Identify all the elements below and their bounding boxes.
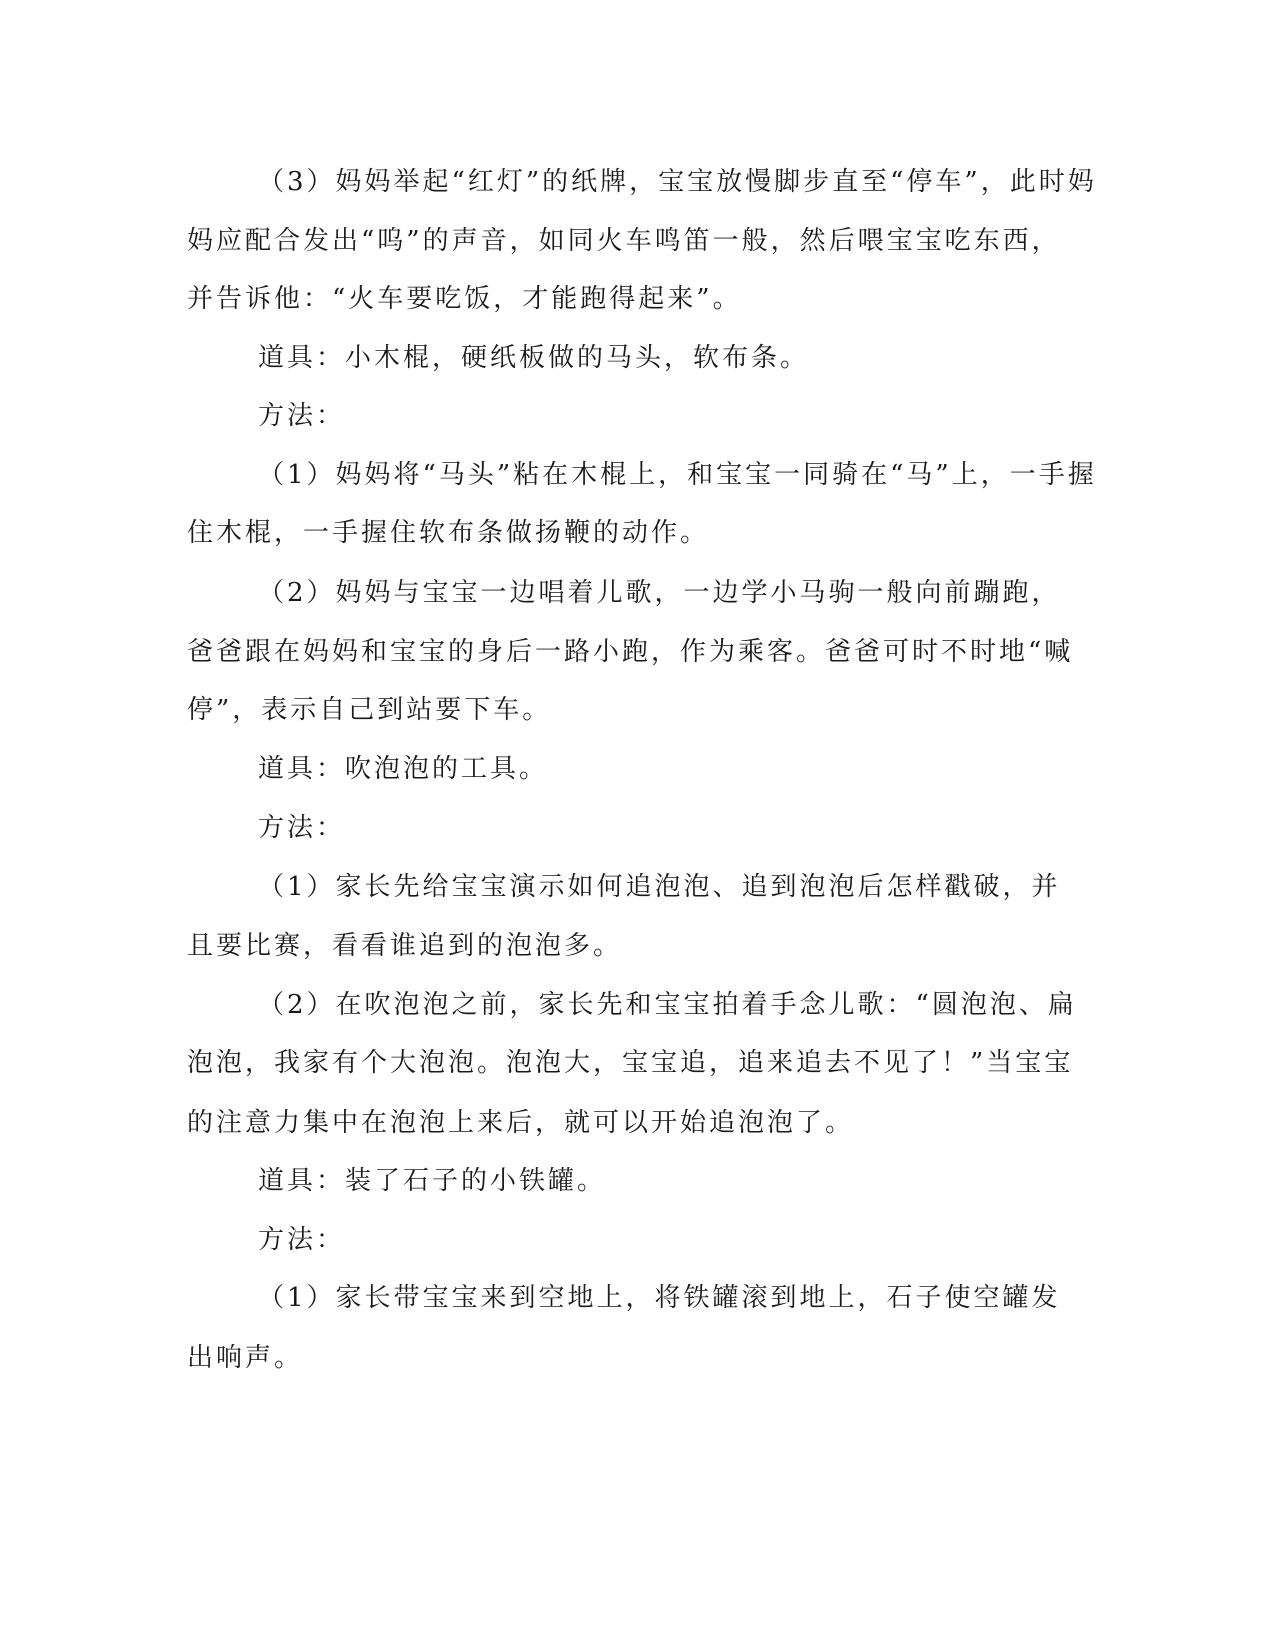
text-line: 的注意力集中在泡泡上来后，就可以开始追泡泡了。 bbox=[187, 1108, 855, 1138]
text-line: 并告诉他：“火车要吃饭，才能跑得起来”。 bbox=[187, 284, 742, 314]
text-line: 道具：装了石子的小铁罐。 bbox=[258, 1166, 607, 1196]
text-line: （3）妈妈举起“红灯”的纸牌，宝宝放慢脚步直至“停车”，此时妈 bbox=[258, 167, 1097, 197]
text-line: 爸爸跟在妈妈和宝宝的身后一路小跑，作为乘客。爸爸可时不时地“喊 bbox=[187, 637, 1074, 667]
text-line: 出响声。 bbox=[187, 1343, 304, 1373]
text-line: （2）在吹泡泡之前，家长先和宝宝拍着手念儿歌：“圆泡泡、扁 bbox=[258, 990, 1077, 1020]
text-line: 妈应配合发出“呜”的声音，如同火车鸣笛一般，然后喂宝宝吃东西， bbox=[187, 226, 1061, 256]
text-line: 方法： bbox=[258, 813, 346, 843]
text-line: （1）家长带宝宝来到空地上，将铁罐滚到地上，石子使空罐发 bbox=[258, 1283, 1061, 1313]
text-line: 方法： bbox=[258, 401, 346, 431]
text-line: 泡泡，我家有个大泡泡。泡泡大，宝宝追，追来追去不见了！”当宝宝 bbox=[187, 1048, 1074, 1078]
text-line: 道具：小木棍，硬纸板做的马头，软布条。 bbox=[258, 343, 810, 373]
text-line: 道具：吹泡泡的工具。 bbox=[258, 754, 549, 784]
text-line: （1）家长先给宝宝演示如何追泡泡、追到泡泡后怎样戳破，并 bbox=[258, 872, 1061, 902]
text-line: 且要比赛，看看谁追到的泡泡多。 bbox=[187, 931, 623, 961]
text-line: 住木棍，一手握住软布条做扬鞭的动作。 bbox=[187, 518, 710, 548]
text-line: 方法： bbox=[258, 1225, 346, 1255]
text-line: 停”，表示自己到站要下车。 bbox=[187, 695, 552, 725]
text-line: （1）妈妈将“马头”粘在木棍上，和宝宝一同骑在“马”上，一手握 bbox=[258, 460, 1097, 490]
text-line: （2）妈妈与宝宝一边唱着儿歌，一边学小马驹一般向前蹦跑， bbox=[258, 578, 1061, 608]
